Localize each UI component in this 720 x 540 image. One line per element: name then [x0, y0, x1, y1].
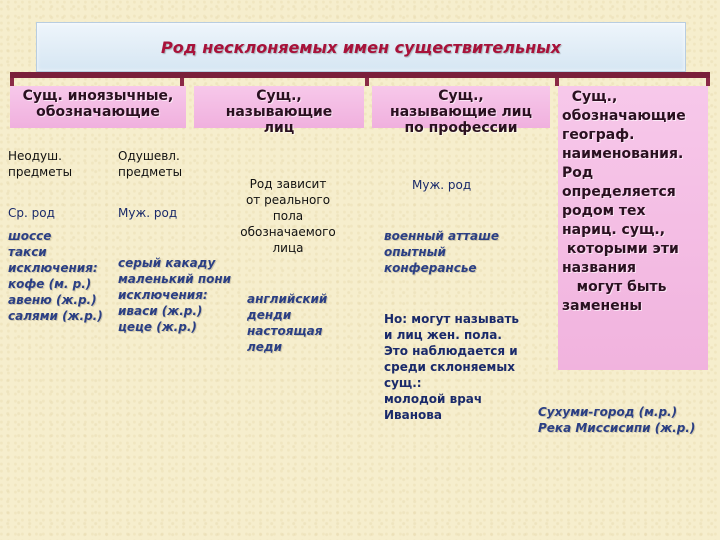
col3-header: Сущ., называющие лиц по профессии: [372, 86, 550, 128]
connector-1: [10, 78, 14, 86]
col2-header: Сущ., называющие лиц: [194, 86, 364, 128]
connector-2: [180, 78, 184, 86]
col1-examples-right: серый какаду маленький пони исключения: иваси (ж.р.) цеце (ж.р.): [118, 256, 232, 334]
connector-3: [365, 78, 369, 86]
col1-gender-left: Ср. род: [8, 206, 55, 220]
connector-bar: [10, 72, 710, 78]
col4-box: Сущ., обозначающие географ. наименования. Род определяется родом тех нариц. сущ., которыми эти названия могут быть заменены: [558, 86, 708, 370]
col1-examples-right2: английский денди настоящая леди: [247, 292, 328, 354]
col2-note: Род зависит от реального пола обозначаемого лица: [240, 177, 336, 255]
col1-header: Сущ. иноязычные, обозначающие: [10, 86, 186, 128]
connector-4: [555, 78, 559, 86]
col1-sub-right: Одушевл. предметы: [118, 149, 183, 179]
col3-gender: Муж. род: [412, 178, 472, 192]
connector-5: [706, 78, 710, 86]
col1-gender-right: Муж. род: [118, 206, 178, 220]
col4-examples: Сухуми-город (м.р.) Река Миссисипи (ж.р.): [538, 405, 696, 435]
col3-examples: военный атташе опытный конферансье: [384, 229, 499, 275]
col1-examples-left: шоссе такси исключения: кофе (м. р.) авеню (ж.р.) салями (ж.р.): [8, 229, 103, 323]
title-box: [36, 22, 686, 72]
col1-sub-left: Неодуш. предметы: [8, 149, 73, 179]
col3-note: Но: могут называть и лиц жен. пола. Это наблюдается и среди склоняемых сущ.: молодой врач Иванова: [384, 312, 519, 422]
diagram-title: Род несклоняемых имен существительных: [161, 37, 561, 57]
